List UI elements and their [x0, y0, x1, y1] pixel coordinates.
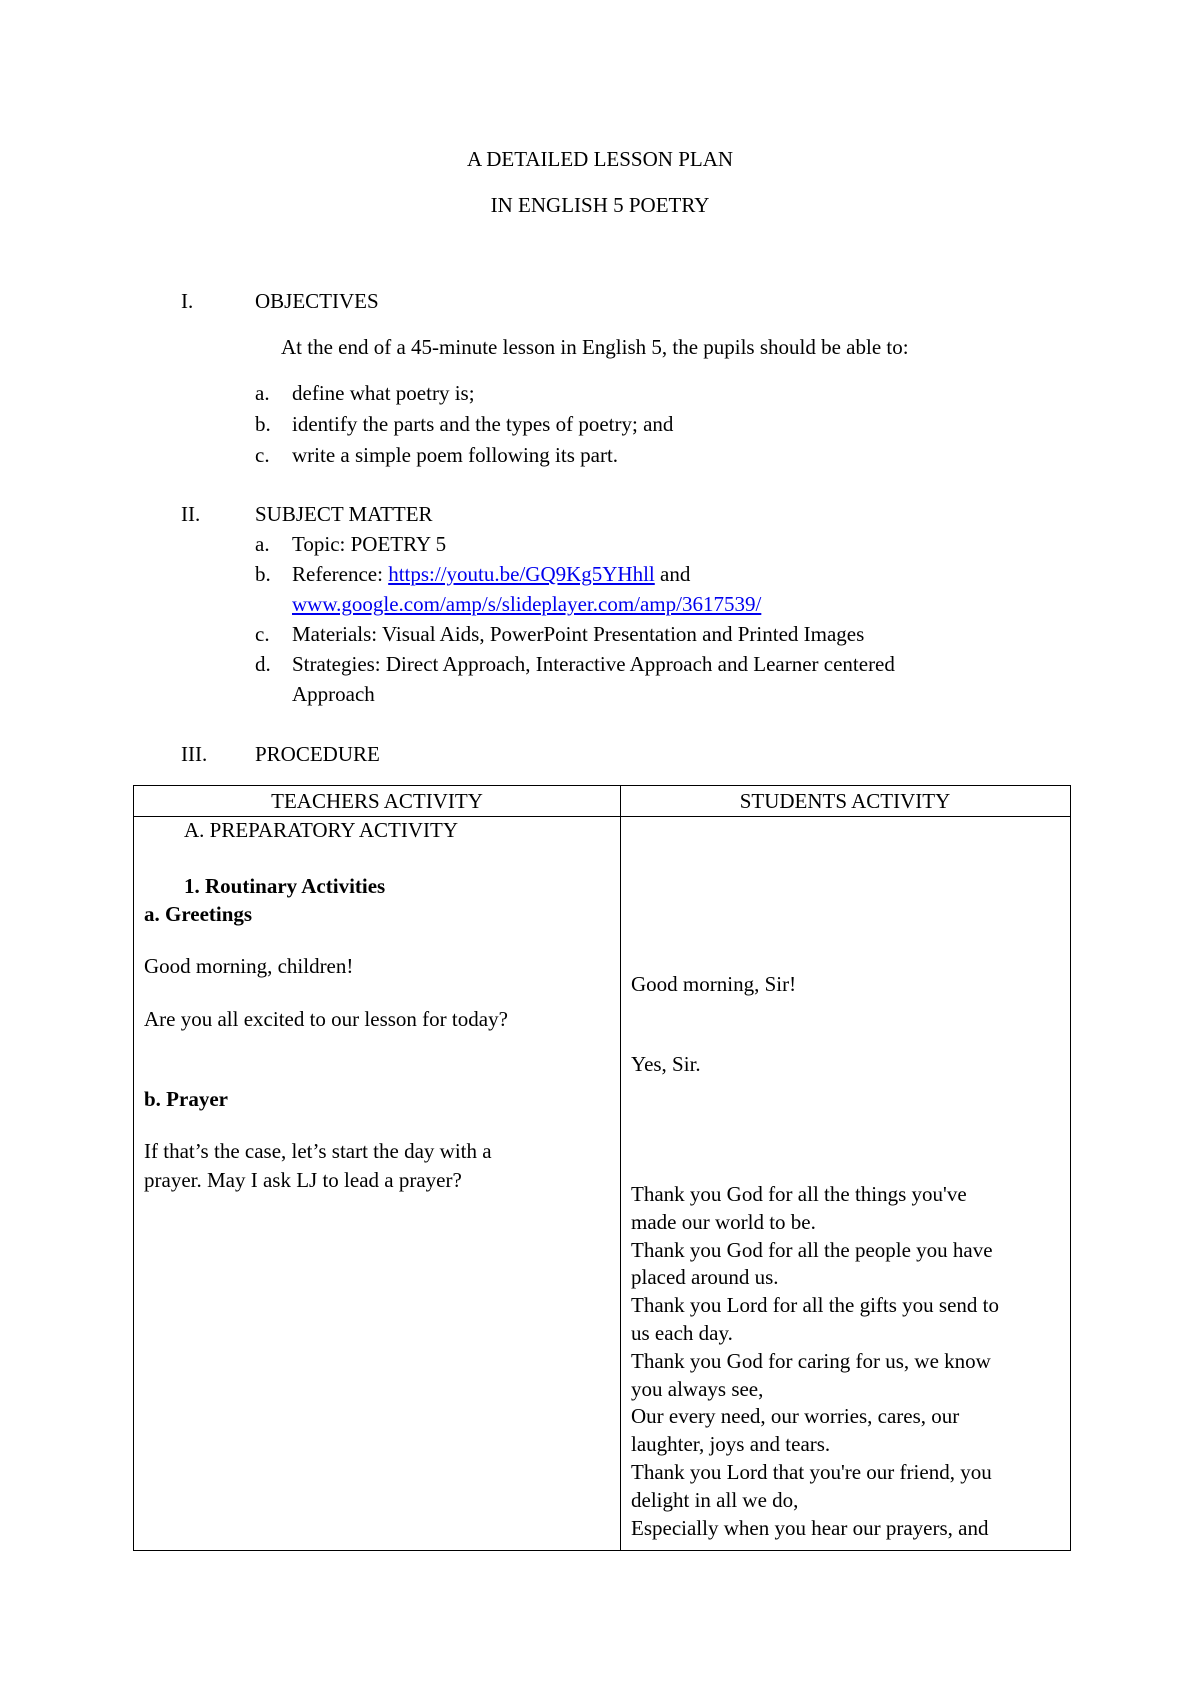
teacher-prayer-heading: b. Prayer [144, 1087, 228, 1111]
student-prayer-line: placed around us. [631, 1265, 779, 1290]
materials-text: Materials: Visual Aids, PowerPoint Presentation and Printed Images [292, 622, 865, 646]
topic-marker: a. [255, 532, 270, 556]
reference-link-slideplayer[interactable]: www.google.com/amp/s/slideplayer.com/amp/3617539/ [292, 592, 762, 616]
student-prayer-line: us each day. [631, 1320, 733, 1345]
document-title-line-2: IN ENGLISH 5 POETRY [490, 193, 710, 217]
student-prayer-line: laughter, joys and tears. [631, 1432, 831, 1457]
reference-and: and [654, 562, 691, 586]
teacher-greetings-heading: a. Greetings [144, 902, 253, 926]
reference-marker: b. [255, 562, 271, 586]
teacher-prayer-line-2: prayer. May I ask LJ to lead a prayer? [144, 1168, 462, 1192]
objective-marker-c: c. [255, 443, 270, 467]
student-prayer-line: Our every need, our worries, cares, our [631, 1404, 960, 1429]
reference-line-2 [292, 590, 761, 618]
student-prayer-line: Thank you Lord for all the gifts you send to [631, 1293, 1000, 1318]
objective-item-c: write a simple poem following its part. [292, 443, 619, 467]
table-header-teachers: TEACHERS ACTIVITY [271, 789, 483, 813]
student-prayer-line: Thank you God for caring for us, we know [631, 1348, 991, 1373]
topic-text: Topic: POETRY 5 [292, 532, 447, 556]
teacher-routinary-activities: 1. Routinary Activities [184, 874, 386, 898]
teacher-prayer-line-1: If that’s the case, let’s start the day with a [144, 1139, 492, 1163]
objective-marker-b: b. [255, 412, 271, 436]
subject-matter-numeral: II. [181, 502, 201, 526]
teacher-greeting-2: Are you all excited to our lesson for today? [144, 1007, 508, 1031]
reference-line [292, 560, 690, 588]
objective-item-a: define what poetry is; [292, 381, 475, 405]
strategies-text-line-1: Strategies: Direct Approach, Interactive Approach and Learner centered [292, 652, 895, 676]
student-prayer-line: made our world to be. [631, 1209, 816, 1234]
teacher-greeting-1: Good morning, children! [144, 954, 354, 978]
strategies-text-line-2: Approach [292, 682, 375, 706]
student-prayer-line: delight in all we do, [631, 1487, 799, 1512]
materials-marker: c. [255, 622, 270, 646]
table-header-students: STUDENTS ACTIVITY [739, 789, 951, 813]
student-prayer-line: you always see, [631, 1376, 764, 1401]
student-prayer-line: Thank you God for all the things you've [631, 1182, 967, 1206]
student-prayer-line: Thank you God for all the people you have [631, 1237, 993, 1262]
objectives-intro: At the end of a 45-minute lesson in English 5, the pupils should be able to: [281, 335, 909, 359]
reference-label: Reference: [292, 562, 389, 586]
procedure-heading: PROCEDURE [255, 742, 380, 766]
student-reply-yes: Yes, Sir. [631, 1052, 701, 1076]
objective-marker-a: a. [255, 381, 270, 405]
objectives-heading: OBJECTIVES [255, 289, 379, 313]
reference-link-youtube[interactable]: https://youtu.be/GQ9Kg5YHhll [388, 562, 655, 586]
student-prayer-line: Thank you Lord that you're our friend, you [631, 1459, 992, 1484]
student-reply-greeting: Good morning, Sir! [631, 972, 797, 996]
strategies-marker: d. [255, 652, 271, 676]
objective-item-b: identify the parts and the types of poetry; and [292, 412, 674, 436]
student-prayer-line: Especially when you hear our prayers, and [631, 1515, 989, 1540]
objectives-numeral: I. [181, 289, 194, 313]
teacher-section-a: A. PREPARATORY ACTIVITY [184, 818, 459, 842]
student-prayer-text [631, 1181, 1061, 1542]
procedure-table [133, 785, 1071, 1551]
procedure-numeral: III. [181, 742, 208, 766]
subject-matter-heading: SUBJECT MATTER [255, 502, 433, 526]
document-title-line-1: A DETAILED LESSON PLAN [466, 147, 734, 171]
table-column-divider [620, 786, 621, 1550]
